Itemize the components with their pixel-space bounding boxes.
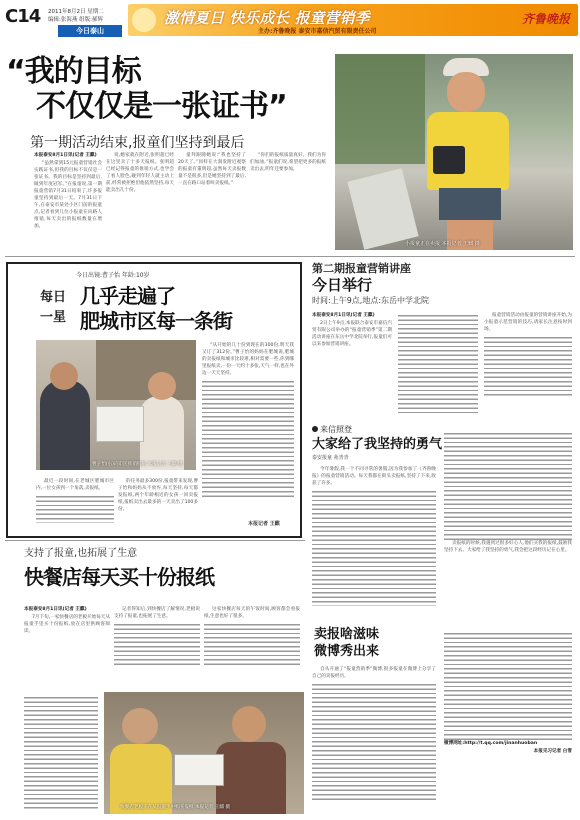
headline-line-1: 几乎走遍了 bbox=[80, 284, 175, 308]
newspaper-bundle bbox=[347, 168, 418, 249]
paragraph: 报童营销活动由报童的营销讲座开始,为小报童示范营销的技巧,请家长注意按时到场。 bbox=[484, 313, 572, 332]
photo-caption: 小报童正在卖报 本报记者 王麒 摄 bbox=[405, 241, 480, 247]
text-block bbox=[398, 312, 478, 416]
girl-figure bbox=[140, 396, 184, 470]
text-block bbox=[204, 621, 300, 665]
story5-col-3 bbox=[204, 606, 300, 686]
woman-head bbox=[232, 706, 266, 742]
headline: 大家给了我坚持的勇气 bbox=[312, 437, 443, 452]
section-label: 今日泰山 bbox=[58, 25, 122, 37]
page-header bbox=[0, 0, 580, 40]
headline-line-1: “我的目标 bbox=[6, 54, 141, 89]
headline-line-1: 卖报啥滋味 bbox=[314, 627, 380, 642]
byline: 本报记者 王麒 bbox=[248, 521, 280, 527]
byline: 本报泰安8月1日讯(记者 王麒) bbox=[312, 313, 375, 318]
kicker-bullet-icon bbox=[312, 426, 318, 432]
paragraph: 自从开通了“报童营销季”微博,很多报童在微博上分享了自己的卖报经历。 bbox=[312, 667, 436, 679]
star-tag bbox=[36, 288, 70, 332]
headline-line-2: 微博秀出来 bbox=[314, 644, 380, 659]
paragraph: 7月下旬,一家快餐店的老板开始每天从报童手里买十份报纸,放在店里供顾客阅读。 bbox=[24, 615, 110, 634]
background-foliage bbox=[335, 54, 425, 164]
author: 泰安报童 苑青青 bbox=[312, 455, 349, 461]
paragraph: 2日上午9点,本报联合泰安市嘉信汽贸有限公司举办的“报童营销季”第二期活动讲座在东岳中学北院举行,报童们可以来参加营销讲座。 bbox=[312, 321, 392, 347]
subhead: 时间:上午9点,地点:东岳中学北院 bbox=[312, 296, 430, 305]
text-block bbox=[202, 378, 294, 498]
byline: 本报见习记者 白雪 bbox=[533, 749, 572, 754]
text-block bbox=[444, 630, 572, 740]
paragraph: 最近一段时间,在老城区肥城市区内,一位女孩到一个角落,卖报纸。 bbox=[36, 479, 114, 491]
kicker-text: 来信照登 bbox=[320, 425, 352, 434]
paragraph: 童拜跟随她说:“我也坚持了20天了。”同样在大润发附近观察的报童有董明超,虽然每天卖报数量不是很多,但是她坚持到了最后,一直在路口站着叫卖报纸。” bbox=[178, 153, 246, 186]
story1-col-1 bbox=[34, 152, 102, 252]
boy-head bbox=[122, 708, 158, 744]
text-block bbox=[24, 694, 98, 810]
text-block bbox=[312, 488, 436, 606]
story5-col-2 bbox=[114, 606, 200, 686]
story3-col-1 bbox=[312, 312, 392, 418]
boy-photo bbox=[335, 54, 573, 250]
text-block bbox=[444, 430, 572, 540]
banner-title: 激情夏日 快乐成长 报童营销季 bbox=[164, 9, 370, 27]
snack-shop-photo bbox=[104, 692, 304, 814]
paragraph: 记者得知后,到快餐店了解情况,老板说支持了报童,也拓展了生意。 bbox=[114, 607, 200, 619]
boy-bag bbox=[433, 146, 465, 174]
story-letter bbox=[312, 424, 574, 624]
text-block bbox=[114, 621, 200, 665]
kicker: 今日出镜:曹子怡 年龄:10岁 bbox=[76, 272, 150, 279]
story6-col-2 bbox=[444, 630, 572, 810]
headline-line-2: 肥城市区每一条街 bbox=[80, 309, 232, 333]
divider bbox=[5, 540, 305, 541]
newspaper-item bbox=[96, 406, 144, 442]
story1-col-2 bbox=[106, 152, 174, 252]
kicker: 第二期报童营销讲座 bbox=[312, 262, 411, 275]
customer-figure bbox=[40, 380, 90, 470]
event-banner bbox=[128, 4, 578, 36]
star-tag-line-1: 每日 bbox=[39, 290, 66, 305]
headline: 今日举行 bbox=[312, 276, 373, 294]
text-block bbox=[36, 493, 114, 523]
paragraph: “你们的报纸质量真好。我们为你们加油。”报童们说,希望把更多的报纸卖出去,明年还要参加。 bbox=[250, 153, 326, 172]
story2-left-col bbox=[36, 478, 114, 532]
girl-selling-photo bbox=[36, 340, 196, 470]
banner-decoration-icon bbox=[132, 8, 156, 32]
story4-col-2 bbox=[444, 430, 572, 620]
girl-head bbox=[148, 372, 176, 400]
headline-line-2: 不仅仅是一张证书” bbox=[36, 89, 287, 124]
customer-head bbox=[50, 362, 78, 390]
story6-col-1 bbox=[312, 666, 436, 808]
headline: 快餐店每天买十份报纸 bbox=[24, 565, 214, 589]
story2-right-col bbox=[202, 342, 294, 512]
story5-col-1 bbox=[24, 606, 110, 686]
paragraph: 今年暑假,我一个不同寻常的暑假,因为我参加了《齐鲁晚报》的报童营销活动。每天我都在街头卖报纸,坚持了下来,收获了许多。 bbox=[312, 467, 436, 486]
text-block bbox=[312, 681, 436, 801]
story-snack-shop bbox=[6, 546, 306, 816]
story-weibo bbox=[312, 626, 574, 816]
paper-logo: 齐鲁晚报 bbox=[522, 12, 571, 26]
story5-side-col bbox=[24, 694, 98, 810]
kicker: 支持了报童,也拓展了生意 bbox=[24, 548, 138, 559]
background-shop bbox=[96, 340, 196, 400]
byline: 本报泰安8月1日讯(记者 王麒) bbox=[24, 607, 87, 612]
banner-sponsor: 主办:齐鲁晚报 泰安市嘉信汽贸有限责任公司 bbox=[258, 28, 377, 35]
story2-mid-col bbox=[118, 478, 198, 532]
paragraph: “从开始的几十份到现在的300份,明天我又订了312份。”曹子怡的妈妈在肥城说,肥城的卖报纸和城市比较难,相对需要一些,你到哪里报纸卖,一份一天约十多张,天气一样,也在外边一天天坚持。 bbox=[202, 343, 294, 376]
paragraph: 这家快餐店每天的午饭时间,顾客都会看报纸,生意也好了很多。 bbox=[204, 607, 300, 619]
divider bbox=[5, 256, 575, 257]
story3-col-3 bbox=[484, 312, 572, 418]
editor-line: 编辑:张海燕 组版:郝辉 bbox=[48, 17, 103, 23]
paragraph: 的任务最多300份,报童带来发现,曹子怡和妈妈从不放弃,每天坚持,每天都发报纸,两个年龄相近的女孩一同卖报纸,报纸卖出去最多的一天卖出了100多份。 bbox=[118, 479, 198, 512]
weibo-link[interactable]: 微博网址:http://t.qq.com/jinanhuoban bbox=[444, 741, 538, 746]
story1-col-4 bbox=[250, 152, 326, 252]
boy-shorts bbox=[439, 188, 501, 220]
photo-caption: 快餐店老板正在从报童手中购买报纸 本报记者 王麒 摄 bbox=[120, 805, 231, 810]
story1-col-3 bbox=[178, 152, 246, 252]
paragraph: 卖报纸的时候,我遇到过很多好心人,他们买我的报纸,鼓励我坚持下去。大家给了我坚持的勇气,我会把这段经历记在心里。 bbox=[444, 541, 572, 553]
story-goal bbox=[0, 40, 580, 255]
star-tag-line-2: 一星 bbox=[39, 310, 66, 325]
paragraph: “虽然拿到15元报童营销社会实践证书,但我的目标不仅仅是一张证书。我的目标是坚持到最后,做到年度冠军。”在报童说,第一期报童营销7月31日结束了,许多报童坚持到最后一天。7月31日下午,在泰安市某处小区门前的报童点,记者看到几位小报童在向路人推销,每天卖出的报纸数量在增加。 bbox=[34, 161, 102, 229]
page-number: C14 bbox=[5, 6, 41, 27]
text-block bbox=[484, 334, 572, 398]
newspaper-item bbox=[174, 754, 224, 786]
story-lecture bbox=[312, 262, 574, 422]
boy-face bbox=[447, 72, 485, 112]
story-star-box bbox=[6, 262, 302, 538]
photo-caption: 曹子怡(右)向市民推销报纸 本报记者 王麒 摄 bbox=[92, 462, 183, 467]
paragraph: 说,她家就在附近,张明超已经在这里卖了十多天报纸。张明超已经记得报童的推销方式,也学会了看人脸色,碰到年轻人就主动上前,经常被拒绝但他依然坚持,每天能卖出几十份。 bbox=[106, 153, 174, 193]
date-line: 2011年8月2日 星期二 bbox=[48, 9, 104, 15]
story4-col-1 bbox=[312, 466, 436, 616]
headline bbox=[80, 284, 298, 334]
story3-col-2 bbox=[398, 312, 478, 418]
subhead: 第一期活动结束,报童们坚持到最后 bbox=[30, 135, 245, 151]
headline bbox=[6, 54, 366, 124]
byline: 本报泰安8月1日讯(记者 王麒) bbox=[34, 153, 97, 158]
